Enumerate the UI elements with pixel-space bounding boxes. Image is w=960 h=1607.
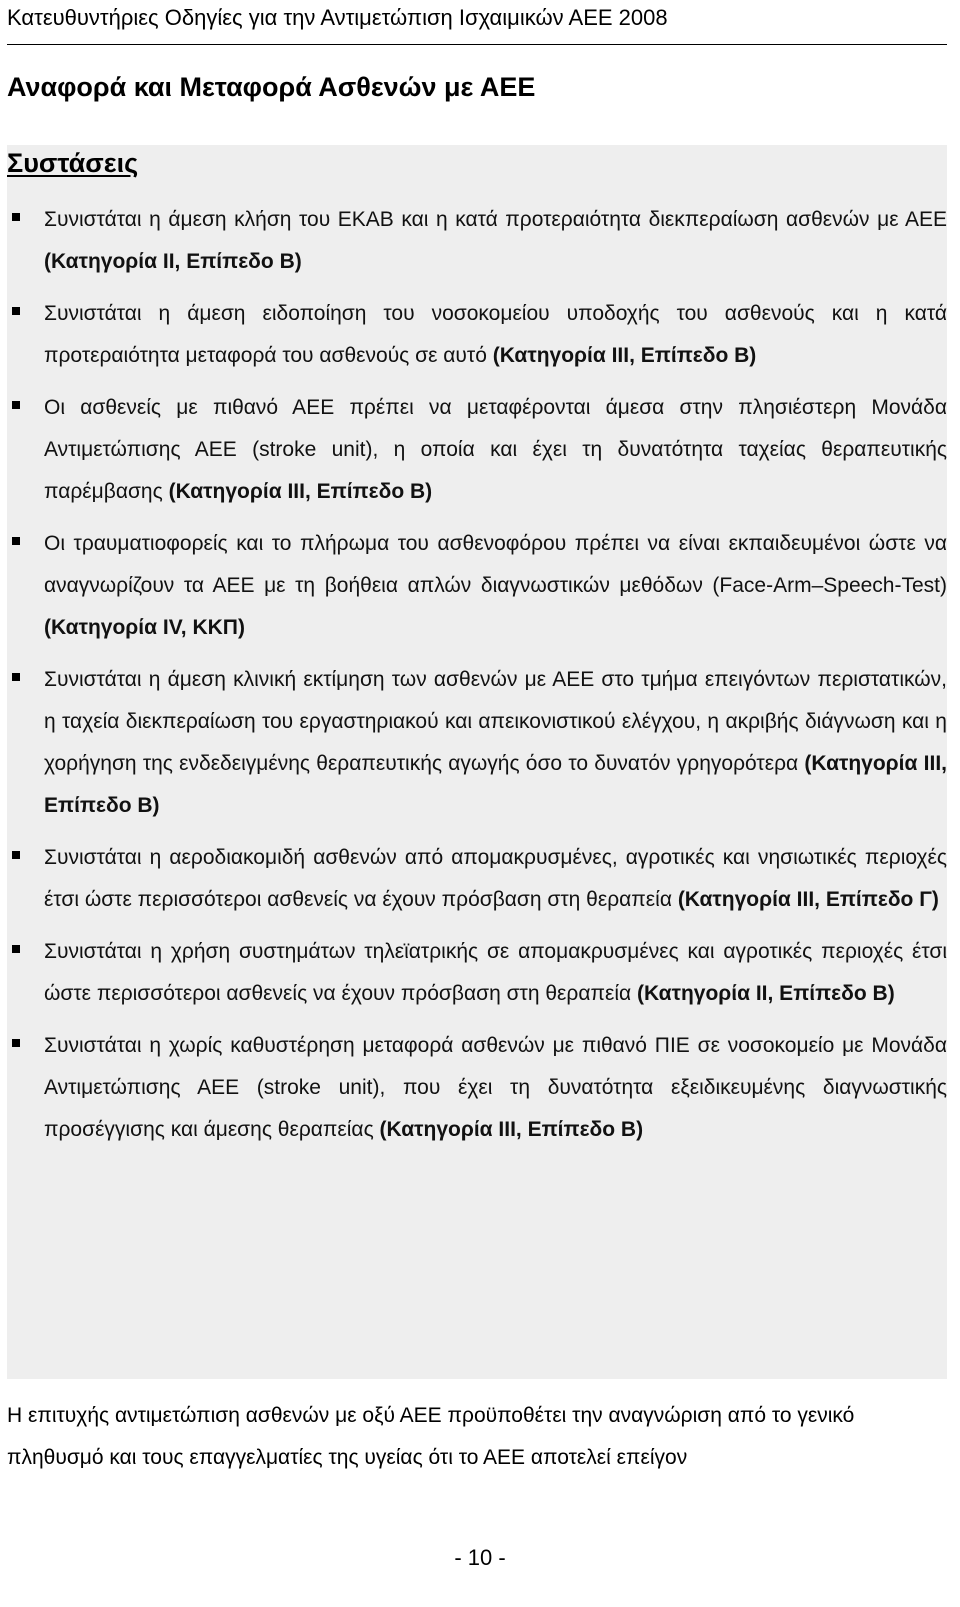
square-bullet-icon xyxy=(12,1039,20,1047)
evidence-category: (Κατηγορία ΙΙ, Επίπεδο Β) xyxy=(44,250,302,273)
square-bullet-icon xyxy=(12,401,20,409)
recommendation-item xyxy=(7,659,947,827)
evidence-category: (Κατηγορία ΙΙΙ, Επίπεδο Β) xyxy=(379,1118,644,1141)
recommendation-text: Οι τραυματιοφορείς και το πλήρωμα του ασθενοφόρου πρέπει να είναι εκπαιδευμένοι ώστε να αναγνωρίζουν τα ΑΕΕ με τη βοήθεια απλών διαγνωστικών μεθόδων (Face-Arm–Speech-Test) xyxy=(44,532,947,597)
recommendations-list xyxy=(7,199,947,1161)
square-bullet-icon xyxy=(12,945,20,953)
recommendations-heading: Συστάσεις xyxy=(7,148,139,178)
recommendation-item xyxy=(7,837,947,921)
evidence-category: (Κατηγορία ΙΙΙ, Επίπεδο Β) xyxy=(44,752,947,817)
body-paragraph: Η επιτυχής αντιμετώπιση ασθενών με οξύ ΑΕΕ προϋποθέτει την αναγνώριση από το γενικό πληθυσμό και τους επαγγελματίες της υγείας ότι το ΑΕΕ αποτελεί επείγον xyxy=(7,1404,855,1469)
recommendation-item xyxy=(7,199,947,283)
square-bullet-icon xyxy=(12,307,20,315)
recommendation-item xyxy=(7,293,947,377)
evidence-category: (Κατηγορία ΙΙΙ, Επίπεδο Β) xyxy=(492,344,757,367)
evidence-category: (Κατηγορία ΙΙ, Επίπεδο Β) xyxy=(636,982,895,1005)
square-bullet-icon xyxy=(12,851,20,859)
recommendation-text: Συνιστάται η αεροδιακομιδή ασθενών από απομακρυσμένες, αγροτικές και νησιωτικές περιοχές έτσι ώστε περισσότεροι ασθενείς να έχουν πρόσβαση στη θεραπεία xyxy=(44,846,947,911)
running-header: Κατευθυντήριες Οδηγίες για την Αντιμετώπιση Ισχαιμικών ΑΕΕ 2008 xyxy=(7,5,668,30)
page-title: Αναφορά και Μεταφορά Ασθενών με ΑΕΕ xyxy=(7,72,536,102)
header-divider xyxy=(7,44,947,45)
recommendation-item xyxy=(7,523,947,649)
recommendation-item xyxy=(7,1025,947,1151)
evidence-category: (Κατηγορία ΙΙΙ, Επίπεδο Β) xyxy=(168,480,433,503)
recommendation-text: Συνιστάται η χρήση συστημάτων τηλεϊατρικής σε απομακρυσμένες και αγροτικές περιοχές έτσι ώστε περισσότεροι ασθενείς να έχουν πρόσβαση στη θεραπεία xyxy=(44,940,947,1005)
recommendation-text: Συνιστάται η άμεση κλήση του ΕΚΑΒ και η κατά προτεραιότητα διεκπεραίωση ασθενών με ΑΕΕ xyxy=(44,208,947,231)
square-bullet-icon xyxy=(12,213,20,221)
evidence-category: (Κατηγορία ΙΙΙ, Επίπεδο Γ) xyxy=(677,888,939,911)
page-number: - 10 - xyxy=(454,1545,506,1570)
square-bullet-icon xyxy=(12,537,20,545)
recommendation-item xyxy=(7,931,947,1015)
evidence-category: (Κατηγορία ΙV, ΚΚΠ) xyxy=(44,616,245,639)
recommendation-text: Συνιστάται η άμεση ειδοποίηση του νοσοκομείου υποδοχής του ασθενούς και η κατά προτεραιότητα μεταφορά του ασθενούς σε αυτό xyxy=(44,302,947,367)
recommendation-item xyxy=(7,387,947,513)
recommendation-text: Συνιστάται η χωρίς καθυστέρηση μεταφορά ασθενών με πιθανό ΠΙΕ σε νοσοκομείο με Μονάδα Αντιμετώπισης ΑΕΕ (stroke unit), που έχει τη δυνατότητα εξειδικευμένης διαγνωστικής προσέγγισης και άμεσης θεραπείας xyxy=(44,1034,947,1141)
square-bullet-icon xyxy=(12,673,20,681)
recommendation-text: Οι ασθενείς με πιθανό ΑΕΕ πρέπει να μεταφέρονται άμεσα στην πλησιέστερη Μονάδα Αντιμετώπισης ΑΕΕ (stroke unit), η οποία και έχει τη δυνατότητα ταχείας θεραπευτικής παρέμβασης xyxy=(44,396,947,503)
recommendation-text: Συνιστάται η άμεση κλινική εκτίμηση των ασθενών με ΑΕΕ στο τμήμα επειγόντων περιστατικών, η ταχεία διεκπεραίωση του εργαστηριακού και απεικονιστικού ελέγχου, η ακριβής διάγνωση και η χορήγηση της ενδεδειγμένης θεραπευτικής αγωγής όσο το δυνατόν γρηγορότερα xyxy=(44,668,947,775)
